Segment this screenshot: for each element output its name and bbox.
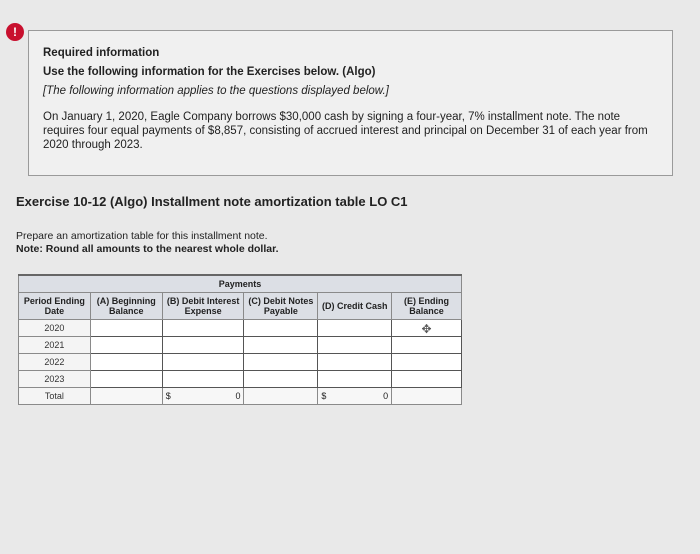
instruction-text: Prepare an amortization table for this installment note. bbox=[16, 230, 268, 242]
notes-payable-input[interactable] bbox=[244, 337, 318, 354]
ending-balance-input[interactable] bbox=[392, 371, 462, 388]
interest-expense-input[interactable] bbox=[162, 320, 244, 337]
total-interest-cell bbox=[162, 388, 244, 405]
rounding-note: Note: Round all amounts to the nearest whole dollar. bbox=[16, 243, 279, 255]
col-e-header bbox=[392, 293, 462, 320]
ending-balance-input[interactable] bbox=[392, 320, 462, 337]
table-row bbox=[19, 320, 462, 337]
interest-expense-input[interactable] bbox=[162, 337, 244, 354]
col-e-label: (E) Ending Balance bbox=[404, 296, 450, 316]
notes-payable-input[interactable] bbox=[244, 371, 318, 388]
ending-balance-input[interactable] bbox=[392, 337, 462, 354]
table-row bbox=[19, 337, 462, 354]
payments-group-header: Payments bbox=[19, 275, 462, 293]
total-label: Total bbox=[19, 388, 91, 405]
total-interest-value: 0 bbox=[235, 391, 241, 401]
total-cash-value: 0 bbox=[383, 391, 389, 401]
period-cell: 2023 bbox=[19, 371, 91, 388]
info-heading: Required information bbox=[43, 47, 160, 59]
period-cell: 2021 bbox=[19, 337, 91, 354]
info-body: On January 1, 2020, Eagle Company borrows $30,000 cash by signing a four-year, 7% installment note. The note requires four equal payments of $8,857, consisting of accrued interest and principal on December 31 of each year from 2020 through 2023. bbox=[43, 111, 648, 151]
currency-symbol: $ bbox=[165, 391, 171, 401]
beginning-balance-input[interactable] bbox=[90, 354, 162, 371]
beginning-balance-input[interactable] bbox=[90, 371, 162, 388]
total-row bbox=[19, 388, 462, 405]
col-d-header: (D) Credit Cash bbox=[318, 293, 392, 320]
interest-expense-input[interactable] bbox=[162, 354, 244, 371]
col-b-header: (B) Debit Interest Expense bbox=[162, 293, 244, 320]
credit-cash-input[interactable] bbox=[318, 337, 392, 354]
currency-symbol: $ bbox=[321, 391, 327, 401]
total-a-cell bbox=[90, 388, 162, 405]
alert-icon: ! bbox=[6, 23, 24, 41]
beginning-balance-input[interactable] bbox=[90, 337, 162, 354]
col-a-header: (A) Beginning Balance bbox=[90, 293, 162, 320]
required-information-panel bbox=[28, 30, 673, 176]
total-e-cell bbox=[392, 388, 462, 405]
table-row bbox=[19, 371, 462, 388]
info-italic-note: [The following information applies to the questions displayed below.] bbox=[43, 85, 389, 97]
total-cash-cell bbox=[318, 388, 392, 405]
credit-cash-input[interactable] bbox=[318, 354, 392, 371]
col-period-header: Period Ending Date bbox=[19, 293, 91, 320]
credit-cash-input[interactable] bbox=[318, 320, 392, 337]
amortization-table bbox=[18, 274, 462, 405]
notes-payable-input[interactable] bbox=[244, 354, 318, 371]
interest-expense-input[interactable] bbox=[162, 371, 244, 388]
total-c-cell bbox=[244, 388, 318, 405]
move-cursor-icon: ✥ bbox=[421, 322, 432, 336]
info-subheading: Use the following information for the Exercises below. (Algo) bbox=[43, 66, 376, 78]
credit-cash-input[interactable] bbox=[318, 371, 392, 388]
exercise-title: Exercise 10-12 (Algo) Installment note amortization table LO C1 bbox=[16, 194, 408, 209]
col-c-header: (C) Debit Notes Payable bbox=[244, 293, 318, 320]
period-cell: 2020 bbox=[19, 320, 91, 337]
table-row bbox=[19, 354, 462, 371]
instructions bbox=[16, 230, 279, 256]
beginning-balance-input[interactable] bbox=[90, 320, 162, 337]
ending-balance-input[interactable] bbox=[392, 354, 462, 371]
notes-payable-input[interactable] bbox=[244, 320, 318, 337]
period-cell: 2022 bbox=[19, 354, 91, 371]
